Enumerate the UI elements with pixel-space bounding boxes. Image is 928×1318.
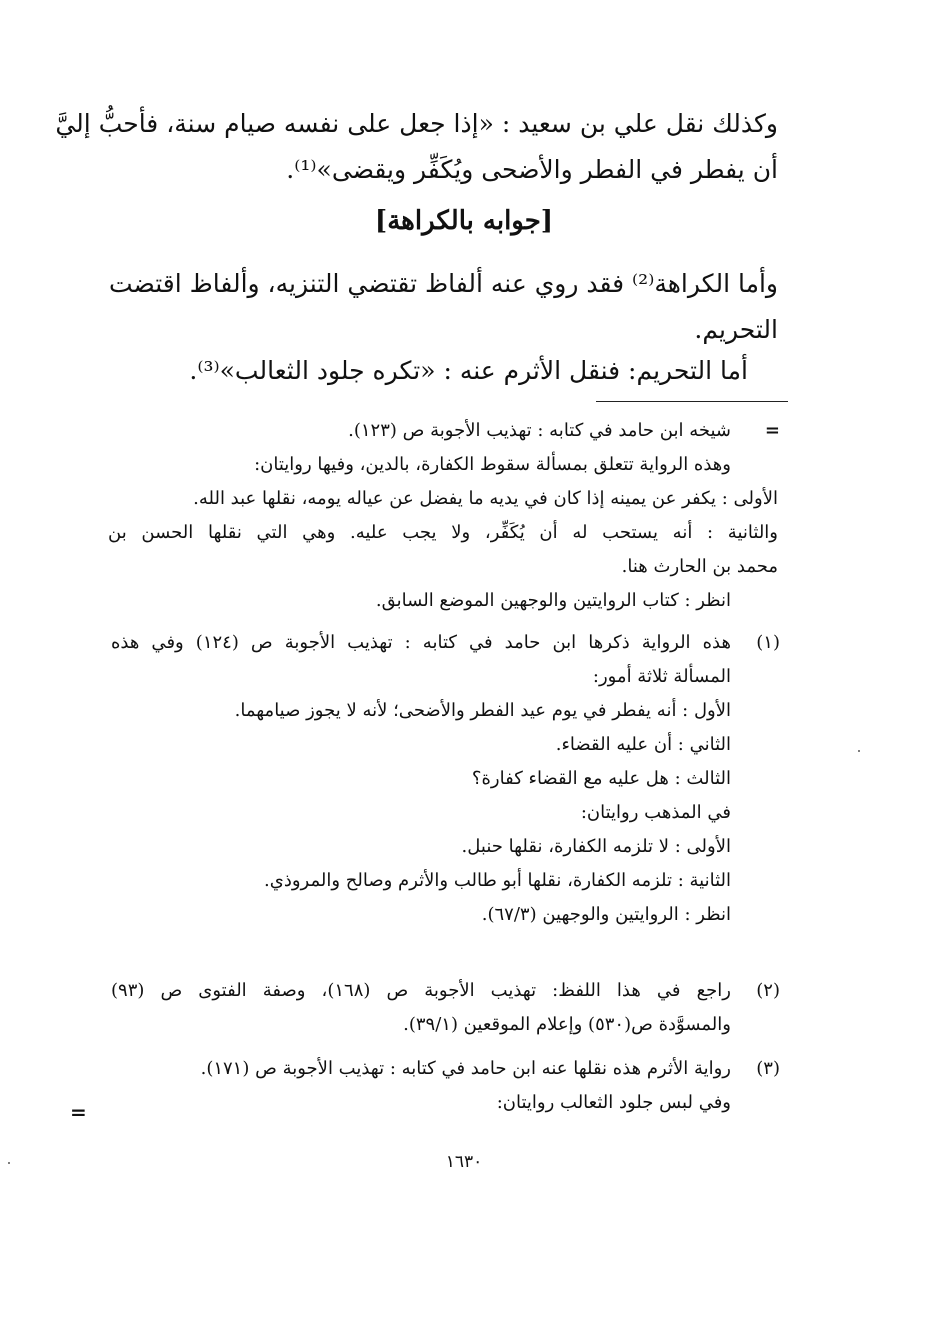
body-line: أن يفطر في الفطر والأضحى ويُكَفِّر ويقضى»⁽¹⁾. (286, 155, 778, 184)
section-heading: [جوابه بالكراهة] (374, 206, 554, 236)
footnote-line: شيخه ابن حامد في كتابه : تهذيب الأجوبة ص (١٢٣). (348, 420, 731, 441)
body-line: التحريم. (694, 315, 778, 344)
body-line: وكذلك نقل علي بن سعيد : «إذا جعل على نفسه صيام سنة، فأحبُّ إليَّ (55, 109, 778, 138)
footnote-line: الثاني : أن عليه القضاء. (555, 734, 731, 755)
footnote-line: رواية الأثرم هذه نقلها عنه ابن حامد في كتابه : تهذيب الأجوبة ص (١٧١). (200, 1058, 731, 1079)
footnote-line: وهذه الرواية تتعلق بمسألة سقوط الكفارة، بالدين، وفيها روايتان: (254, 454, 731, 475)
footnote-line: وفي لبس جلود الثعالب روايتان: (496, 1092, 731, 1113)
page-number: ١٦٣٠ (445, 1152, 483, 1172)
footnote-separator (596, 401, 788, 402)
footnote-line: والثانية : أنه يستحب له أن يُكَفِّر، ولا يجب عليه. وهي التي نقلها الحسن بن (108, 522, 778, 543)
footnote-line: الثانية : تلزمه الكفارة، نقلها أبو طالب والأثرم وصالح والمروذي. (264, 870, 731, 891)
footnote-number: (١) (756, 632, 780, 653)
footnote-line: محمد بن الحارث هنا. (621, 556, 778, 577)
body-line: أما التحريم: فنقل الأثرم عنه : «تكره جلود الثعالب»⁽³⁾. (189, 356, 748, 385)
scan-speck (858, 750, 860, 752)
footnote-line: الأول : أنه يفطر في يوم عيد الفطر والأضحى؛ لأنه لا يجوز صيامهما. (234, 700, 731, 721)
footnote-line: هذه الرواية ذكرها ابن حامد في كتابه : تهذيب الأجوبة ص (١٢٤) وفي هذه (111, 632, 731, 653)
footnote-line: انظر : كتاب الروايتين والوجهين الموضع السابق. (375, 590, 731, 611)
footnote-line: المسألة ثلاثة أمور: (592, 666, 731, 687)
footnote-line: الأولى : لا تلزمه الكفارة، نقلها حنبل. (461, 836, 731, 857)
continuation-mark: = (764, 420, 780, 441)
footnote-line: انظر : الروايتين والوجهين (٦٧/٣). (481, 904, 731, 925)
footnote-line: الثالث : هل عليه مع القضاء كفارة؟ (471, 768, 731, 789)
footnote-line: الأولى : يكفر عن يمينه إذا كان في يديه ما يفضل عن عياله يومه، نقلها عبد الله. (193, 488, 778, 509)
scan-speck (8, 1162, 10, 1164)
footnote-line: راجع في هذا اللفظ: تهذيب الأجوبة ص (١٦٨)، وصفة الفتوى ص (٩٣) (111, 980, 731, 1001)
footnote-line: والمسوَّدة ص(٥٣٠) وإعلام الموقعين (٣٩/١). (403, 1014, 731, 1035)
footnote-line: في المذهب روايتان: (580, 802, 731, 823)
footnote-number: (٢) (756, 980, 780, 1001)
continuation-end-mark: = (70, 1100, 87, 1124)
body-line: وأما الكراهة⁽²⁾ فقد روي عنه ألفاظ تقتضي التنزيه، وألفاظ اقتضت (108, 269, 778, 298)
footnote-number: (٣) (756, 1058, 780, 1079)
